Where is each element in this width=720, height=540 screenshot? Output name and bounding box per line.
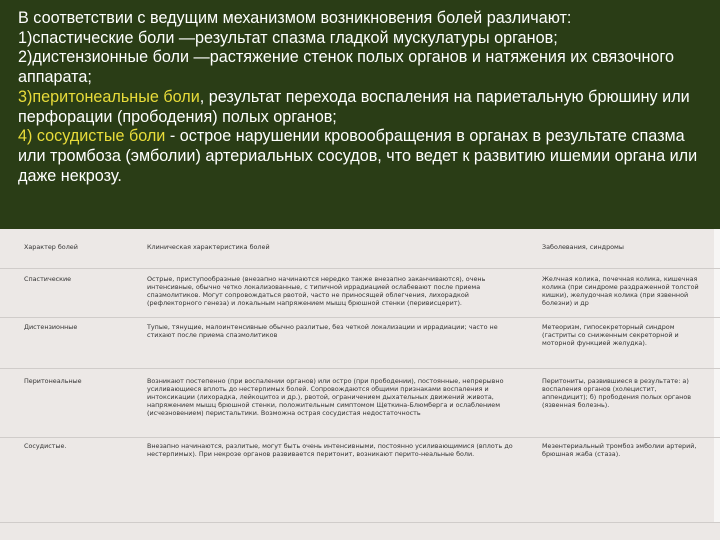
cell-diseases: Перитониты, развившиеся в результате: а) воспаления органов (холецистит, аппендицит); б) прободения полых органов (язвенная болезнь). <box>528 369 714 438</box>
cell-clinical: Острые, приступообразные (внезапно начинаются нередко также внезапно заканчиваются), очень интенсивные, обычно четко локализованные, с типичной иррадиацией ослабевают после приема спазмолитиков. Могут сопровождаться рвотой, часто не приносящей облегчения, лихорадкой (рефлекторного генеза) и локальным напряжением мышц брюшной стенки (перивисцерит). <box>139 269 528 318</box>
cell-clinical: Тупые, тянущие, малоинтенсивные обычно разлитые, без четкой локализации и иррадиации; часто не стихают после приема спазмолитиков <box>139 318 528 369</box>
header-clinical: Клиническая характеристика болей <box>139 229 528 269</box>
pain-table-container <box>0 229 720 540</box>
intro-item-3-rest: , результат перехода воспаления на париетальную брюшину или перфорации (прободения) полых органов; <box>18 87 690 126</box>
intro-item-4 <box>18 127 710 186</box>
cell-diseases: Желчная колика, почечная колика, кишечная колика (при синдроме раздраженной толстой кишки), желудочная колика (при язвенной болезни) и др <box>528 269 714 318</box>
header-pain-type: Характер болей <box>0 229 139 269</box>
header-diseases: Заболевания, синдромы <box>528 229 714 269</box>
table-row <box>0 438 720 523</box>
intro-item-4-term: 4) сосудистые боли <box>18 127 166 146</box>
cell-clinical: Возникают постепенно (при воспалении органов) или остро (при прободении), постоянные, непрерывно усиливающиеся вплоть до нестерпимых болей. Сопровождаются общими признаками воспаления и интоксикации (лихорадка, лейкоцитоз и др.), рвотой, ограничением дыхательных движений живота, напряжением мышц брюшной стенки, положительным симптомом Щеткина-Блюмберга и ослаблением (исчезновением) перистальтики. Возможна острая сосудистая недостаточность <box>139 369 528 438</box>
table-row <box>0 269 720 318</box>
intro-item-3 <box>18 88 710 127</box>
cell-pain-type: Перитонеальные <box>0 369 139 438</box>
intro-item-2: 2)дистензионные боли —растяжение стенок полых органов и натяжения их связочного аппарата; <box>18 48 674 87</box>
cell-pain-type: Дистензионные <box>0 318 139 369</box>
pain-table <box>0 229 720 523</box>
cell-clinical: Внезапно начинаются, разлитые, могут быть очень интенсивными, постоянно усиливающимися (вплоть до нестерпимых). При некрозе органов развивается перитонит, возникают перито-неальные боли. <box>139 438 528 523</box>
table-row <box>0 369 720 438</box>
cell-diseases: Мезентериальный тромбоз эмболии артерий, брюшная жаба (стаза). <box>528 438 714 523</box>
cell-diseases: Метеоризм, гипосекреторный синдром (гастриты со сниженным секреторной и моторной функцией желудка). <box>528 318 714 369</box>
intro-item-1: 1)спастические боли —результат спазма гладкой мускулатуры органов; <box>18 28 558 47</box>
cell-pain-type: Сосудистые. <box>0 438 139 523</box>
intro-item-4-rest: - острое нарушении кровообращения в органах в результате спазма или тромбоза (эмболии) артериальных сосудов, что ведет к развитию ишемии органа или даже некрозу. <box>18 127 698 185</box>
table-row <box>0 318 720 369</box>
intro-text <box>18 9 710 186</box>
cell-pain-type: Спастические <box>0 269 139 318</box>
intro-lead: В соответствии с ведущим механизмом возникновения болей различают: <box>18 9 572 27</box>
intro-item-3-term: 3)перитонеальные боли <box>18 87 200 106</box>
table-header-row <box>0 229 720 269</box>
